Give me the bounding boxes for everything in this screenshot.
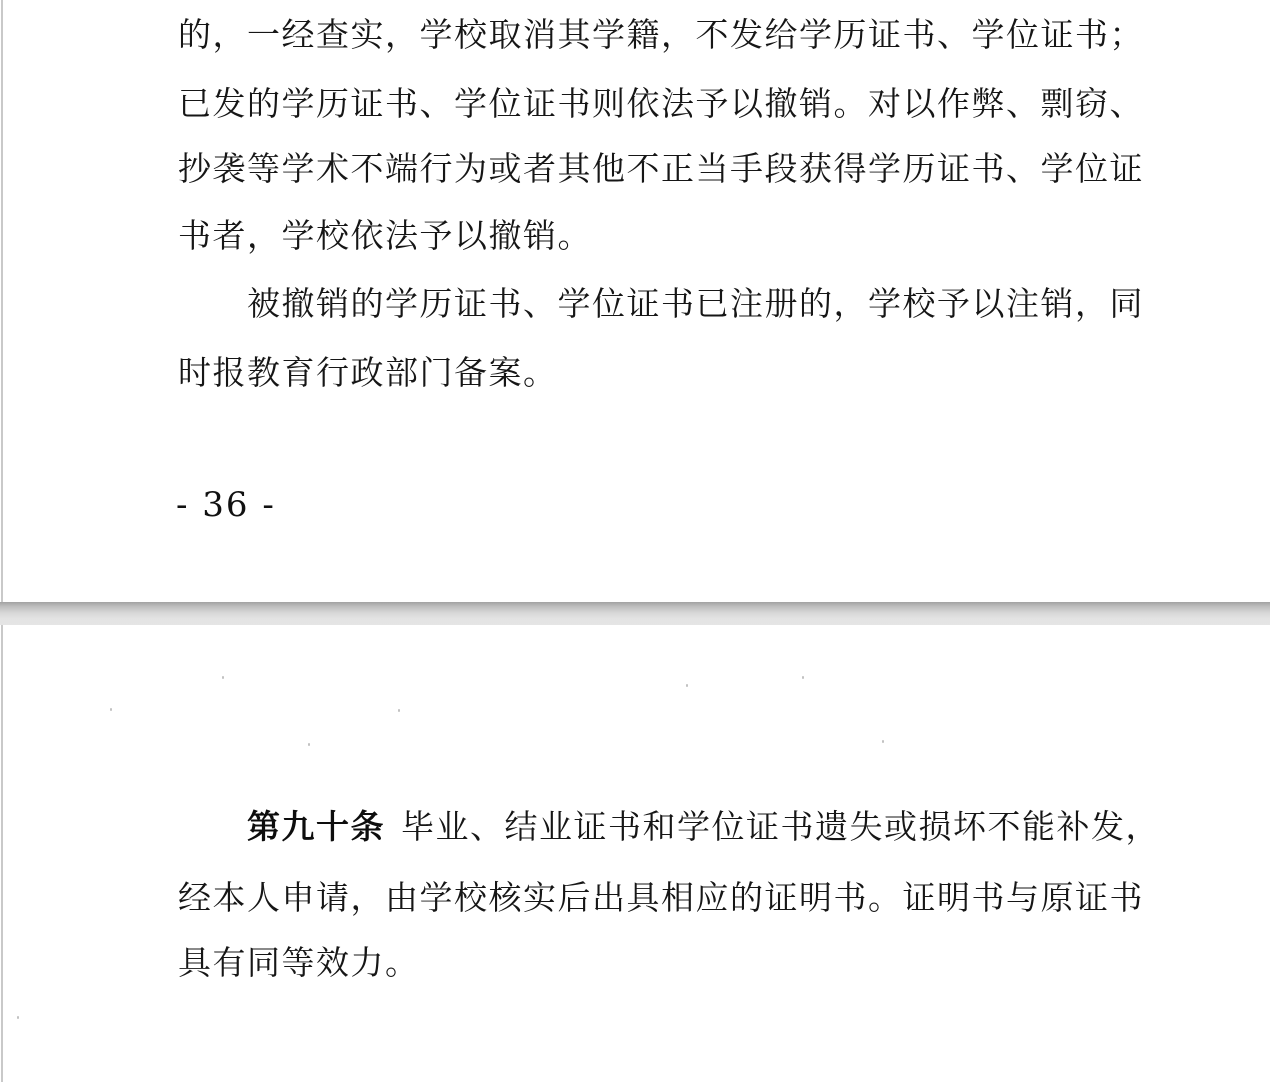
body-text-line: 书者，学校依法予以撤销。 [178,216,592,255]
body-text-line: 时报教育行政部门备案。 [178,353,558,392]
article-text: 毕业、结业证书和学位证书遗失或损坏不能补发， [401,807,1160,846]
body-text-line: 经本人申请，由学校核实后出具相应的证明书。证明书与原证书 [178,878,1144,917]
body-text-line: 已发的学历证书、学位证书则依法予以撤销。对以作弊、剽窃、 [178,84,1144,123]
page-2-left-edge [1,625,3,1082]
body-text-line: 的，一经查实，学校取消其学籍，不发给学历证书、学位证书； [178,15,1144,54]
page-1-left-edge [1,0,3,602]
scan-noise-dot [308,743,310,746]
scan-noise-dot [882,740,884,743]
scan-noise-dot [802,676,804,679]
body-text-line-paragraph-indent: 被撤销的学历证书、学位证书已注册的，学校予以注销，同 [247,284,1144,323]
page-separator [0,602,1270,625]
page-number: - 36 - [176,485,276,525]
scan-noise-dot [686,684,688,687]
body-text-line: 具有同等效力。 [178,943,420,982]
scan-noise-dot [17,1016,19,1019]
scan-noise-dot [398,709,400,712]
scan-noise-dot [110,708,112,711]
article-number-label: 第九十条 [247,807,385,846]
scan-noise-dot [222,676,224,679]
page-2 [0,625,1270,1082]
article-heading-line [247,807,1160,846]
body-text-line: 抄袭等学术不端行为或者其他不正当手段获得学历证书、学位证 [178,149,1144,188]
